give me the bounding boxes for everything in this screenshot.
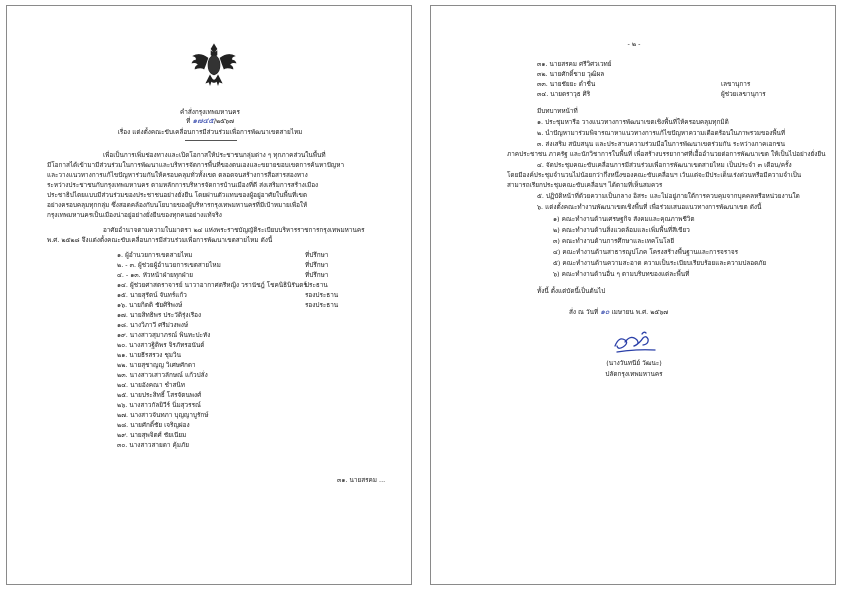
duty-line: สามารถเรียกประชุมคณะขับเคลื่อนฯ ได้ตามที่เห็นสมควร	[507, 181, 663, 189]
duty-line: ภาคประชาชน ภาครัฐ และนักวิชาการในพื้นที่ เพื่อสร้างบรรยากาศที่เอื้ออำนวยต่อการพัฒนาเขต ให้เป็นไปอย่างยั่งยืน	[507, 150, 826, 158]
working-group-item: ๕) คณะทำงานด้านความสะอาด ความเป็นระเบียบเรียบร้อยและความปลอดภัย	[553, 259, 767, 267]
member-name: ๒. - ๓. ผู้ช่วยผู้อำนวยการเขตสายไหม	[117, 261, 221, 269]
member-name: ๒๓. นางสาวเสาวลักษณ์ แก้วปลั่ง	[117, 371, 208, 379]
member-name: ๒๖. นางสาวกัลยิวีร์ นิ่มสุวรรณ์	[117, 401, 201, 409]
signatory-position: ปลัดกรุงเทพมหานคร	[605, 370, 663, 378]
document-page-2	[430, 5, 836, 585]
signed-day-handwritten: ๑๐	[600, 307, 610, 316]
effective-clause: ทั้งนี้ ตั้งแต่บัดนี้เป็นต้นไป	[537, 287, 606, 295]
member-role: ประธาน	[305, 281, 328, 289]
member-name: ๑๙. นางสาวสุมาภรณ์ พินทะปะทัง	[117, 331, 211, 339]
working-group-item: ๒) คณะทำงานด้านสิ่งแวดล้อมและเพิ่มพื้นที่สีเขียว	[553, 226, 690, 234]
duty-line: ๔. จัดประชุมคณะขับเคลื่อนการมีส่วนร่วมเพื่อการพัฒนาเขตสายไหม เป็นประจำ ๓ เดือน/ครั้ง	[537, 161, 792, 169]
continuation-marker: ๓๑. นายสรคม ...	[337, 476, 386, 484]
member-role: รองประธาน	[305, 291, 339, 299]
member-name: ๒๘. นายศักดิ์ชัย เจริญผ่อง	[117, 421, 190, 429]
signature-icon	[609, 328, 661, 358]
member-name: ๑๗. นายสิทธิพร ประวัติรุ่งเรือง	[117, 311, 202, 319]
member-name: ๒๐. นางสาวฐิติพร จิรภัทรอนันต์	[117, 341, 205, 349]
member-name: ๓๓. นายชัยยะ ดำชื่น	[537, 80, 596, 88]
duty-line: ๕. ปฏิบัติหน้าที่ด้วยความเป็นกลาง อิสระ และไม่อยู่ภายใต้การควบคุมจากบุคคลหรือหน่วยงานใด	[537, 192, 800, 200]
working-group-item: ๑) คณะทำงานด้านเศรษฐกิจ สังคมและคุณภาพชีวิต	[553, 215, 695, 223]
legal-line: อาศัยอำนาจตามความในมาตรา ๒๔ แห่งพระราชบัญญัติระเบียบบริหารราชการกรุงเทพมหานคร	[103, 226, 365, 234]
preamble-line: ระหว่างประชาชนกับกรุงเทพมหานคร ตามหลักการบริหารจัดการบ้านเมืองที่ดี ส่งเสริมการสร้างเมือง	[47, 181, 319, 189]
preamble-line: ประชาธิปไตยแบบมีส่วนร่วมของประชาชนอย่างยั่งยืน โดยผ่านตัวแทนของผู้อยู่อาศัยในพื้นที่เขต	[47, 191, 307, 199]
order-subject: เรื่อง แต่งตั้งคณะขับเคลื่อนการมีส่วนร่วมเพื่อการพัฒนาเขตสายไหม	[117, 128, 303, 136]
member-name: ๒๕. นายประสิทธิ์ โสรจัตนพงศ์	[117, 391, 202, 399]
duty-line: ๓. ส่งเสริม สนับสนุน และประสานความร่วมมือในการพัฒนาเขตร่วมกัน ระหว่างภาคเอกชน	[537, 140, 785, 148]
member-role: ที่ปรึกษา	[305, 261, 329, 269]
order-number-handwritten: ๑๗๔๕	[192, 116, 214, 125]
order-heading: คำสั่งกรุงเทพมหานคร	[179, 108, 240, 116]
member-name: ๓๐. นางสาวสายดา คุ้มภัย	[117, 441, 189, 449]
member-role: ผู้ช่วยเลขานุการ	[721, 90, 766, 98]
member-name: ๑. ผู้อำนวยการเขตสายไหม	[117, 251, 193, 259]
duty-line: ๑. ประชุมหารือ วางแนวทางการพัฒนาเขตเชิงพื้นที่ให้ครอบคลุมทุกมิติ	[537, 118, 729, 126]
preamble-line: และวางแนวทางการแก้ไขปัญหาร่วมกันให้ครอบคลุมทั่วทั้งเขต ตลอดจนสร้างการสื่อสารสองทาง	[47, 171, 308, 179]
member-role: ที่ปรึกษา	[305, 271, 329, 279]
signed-date	[569, 308, 668, 316]
preamble-line: กรุงเทพมหานครเป็นเมืองน่าอยู่อย่างยั่งยืนของทุกคนอย่างแท้จริง	[47, 211, 222, 219]
duty-line: ๒. นำปัญหามาร่วมพิจารณาหาแนวทางการแก้ไขปัญหาความเดือดร้อนในภาพรวมของพื้นที่	[537, 129, 786, 137]
member-name: ๑๔. ผู้ช่วยศาสตราจารย์ นาวาอากาศตรีหญิง วรานัชฎ์ โชคนิธินิรันดร์	[117, 281, 307, 289]
legal-line: พ.ศ. ๒๕๒๘ จึงแต่งตั้งคณะขับเคลื่อนการมีส่วนร่วมเพื่อการพัฒนาเขตสายไหม ดังนี้	[47, 236, 273, 244]
member-name: ๓๒. นายศักดิ์ชาย วุฒิผล	[537, 70, 605, 78]
duty-line: โดยมีองค์ประชุมจำนวนไม่น้อยกว่ากึ่งหนึ่งของคณะขับเคลื่อนฯ เว้นแต่จะมีประเด็นเร่งด่วนหรือมีความจำเป็น	[507, 171, 802, 179]
preamble-line: เพื่อเป็นการเพิ่มช่องทางและเปิดโอกาสให้ประชาชนกลุ่มต่าง ๆ ทุกภาคส่วนในพื้นที่	[103, 151, 326, 159]
member-name: ๔. - ๑๓. หัวหน้าฝ่ายทุกฝ่าย	[117, 271, 193, 279]
member-name: ๓๑. นายสรคม ศรีวิศวเวทย์	[537, 60, 612, 68]
member-name: ๒๒. นายสุชาญญ วิเศษศักดา	[117, 361, 196, 369]
member-role: รองประธาน	[305, 301, 339, 309]
signatory-name: (นางวันทนีย์ วัฒนะ)	[606, 359, 662, 367]
duty-line: ๖. แต่งตั้งคณะทำงานพัฒนาเขตเชิงพื้นที่ เพื่อร่วมเสนอแนวทางการพัฒนาเขต ดังนี้	[537, 203, 762, 211]
garuda-emblem-icon	[191, 42, 237, 86]
subject-divider	[185, 140, 237, 141]
working-group-item: ๓) คณะทำงานด้านการศึกษาและเทคโนโลยี	[553, 237, 675, 245]
member-name: ๒๑. นายธีรสรวง ชุมวิน	[117, 351, 181, 359]
order-number	[7, 117, 412, 125]
member-name: ๓๔. นายดราวุธ ศิริ	[537, 90, 591, 98]
member-name: ๑๘. นางวิภาวี ศรีม่วงพงษ์	[117, 321, 189, 329]
member-role: ที่ปรึกษา	[305, 251, 329, 259]
member-name: ๑๖. นายกิตติ ชัยศิริพงษ์	[117, 301, 183, 309]
order-number-suffix: /๒๕๖๗	[213, 117, 234, 125]
order-number-prefix: ที่	[186, 117, 191, 125]
document-page-1	[6, 5, 412, 585]
preamble-line: อย่างครอบคลุมทุกกลุ่ม ซึ่งสอดคล้องกับนโยบายของผู้บริหารกรุงเทพมหานครที่มีเป้าหมายเพื่อให้	[47, 201, 308, 209]
member-name: ๒๗. นางสาวจันทภา บุญญาบูรักษ์	[117, 411, 209, 419]
page-number: - ๒ -	[627, 40, 641, 48]
preamble-line: มีโอกาสได้เข้ามามีส่วนร่วมในการพัฒนาและบริหารจัดการพื้นที่ของตนเองและขยายขอบเขตการค้นหาปัญหา	[47, 161, 345, 169]
signed-date-suffix: เมษายน พ.ศ. ๒๕๖๗	[611, 308, 669, 316]
signed-date-prefix: สั่ง ณ วันที่	[569, 308, 599, 316]
working-group-item: ๖) คณะทำงานด้านอื่น ๆ ตามบริบทของแต่ละพื้นที่	[553, 270, 690, 278]
working-group-item: ๔) คณะทำงานด้านสาธารณูปโภค โครงสร้างพื้นฐานและการจราจร	[553, 248, 738, 256]
member-name: ๒๔. นายอังคณา ชำสนิท	[117, 381, 186, 389]
member-name: ๒๙. นายสุพจิตศ์ ชัยเนียม	[117, 431, 187, 439]
member-role: เลขานุการ	[721, 80, 751, 88]
member-name: ๑๕. นายสุรัตน์ จันทร์แก้ว	[117, 291, 187, 299]
duties-heading: มีบทบาทหน้าที่	[537, 107, 578, 115]
